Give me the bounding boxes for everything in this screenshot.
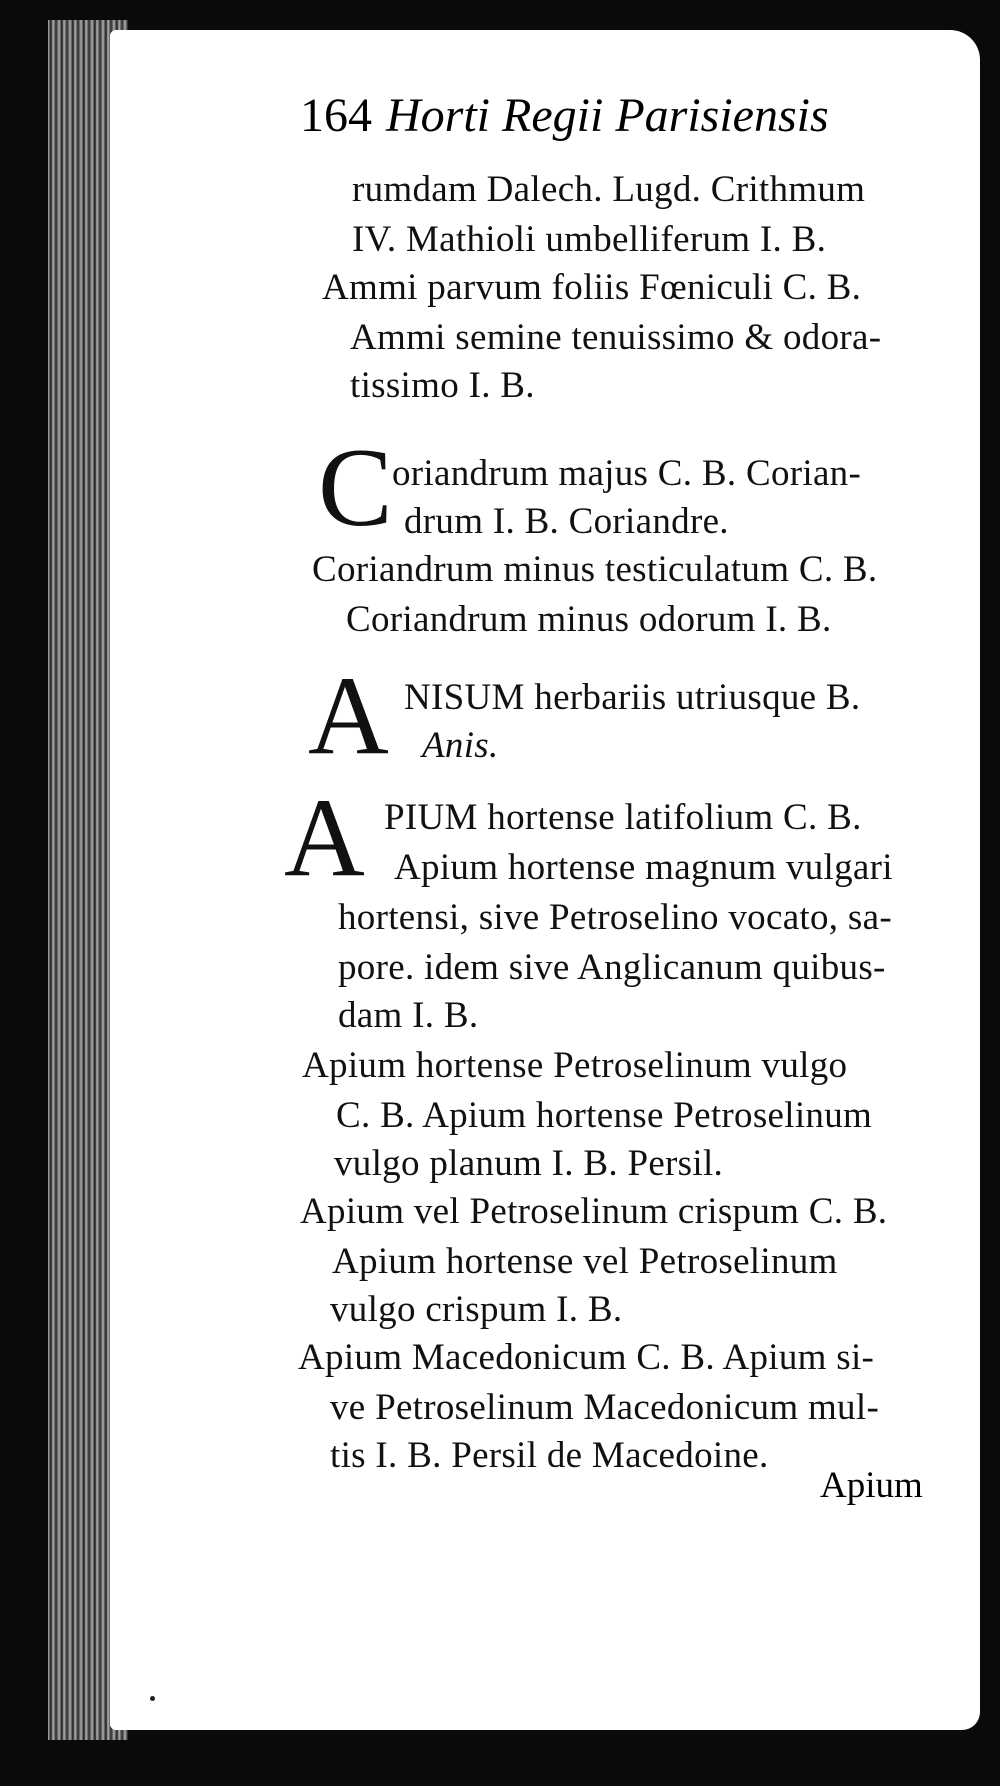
- text-line: vulgo crispum I. B.: [330, 1289, 623, 1330]
- dropcap-a-anisum: A: [308, 654, 389, 778]
- running-title: Horti Regii Parisiensis: [386, 89, 829, 142]
- text-line: Apium hortense magnum vulgari: [394, 847, 893, 888]
- dropcap-a-apium: A: [284, 776, 365, 900]
- ink-speck: [150, 1696, 155, 1701]
- text-line: Ammi semine tenuissimo & odora-: [350, 317, 882, 358]
- text-line: Apium hortense Petroselinum vulgo: [302, 1045, 848, 1086]
- text-line: tissimo I. B.: [350, 365, 535, 406]
- text-line: vulgo planum I. B. Persil.: [334, 1143, 724, 1184]
- text-line: Apium vel Petroselinum crispum C. B.: [300, 1191, 888, 1232]
- text-line: ve Petroselinum Macedonicum mul-: [330, 1387, 880, 1428]
- running-header: [300, 88, 829, 143]
- text-line: oriandrum majus C. B. Corian-: [392, 453, 862, 494]
- text-line: Coriandrum minus odorum I. B.: [346, 599, 832, 640]
- text-line: Coriandrum minus testiculatum C. B.: [312, 549, 878, 590]
- text-line: Apium Macedonicum C. B. Apium si-: [298, 1337, 875, 1378]
- text-line: hortensi, sive Petroselino vocato, sa-: [338, 897, 892, 938]
- text-line: Anis.: [422, 725, 499, 766]
- text-line: NISUM herbariis utriusque B.: [404, 677, 861, 718]
- text-line: drum I. B. Coriandre.: [404, 501, 729, 542]
- text-line: IV. Mathioli umbelliferum I. B.: [352, 219, 827, 260]
- text-line: Ammi parvum foliis Fœniculi C. B.: [322, 267, 862, 308]
- text-line: C. B. Apium hortense Petroselinum: [336, 1095, 873, 1136]
- text-line: rumdam Dalech. Lugd. Crithmum: [352, 169, 866, 210]
- text-line: tis I. B. Persil de Macedoine.: [330, 1435, 769, 1476]
- text-line: pore. idem sive Anglicanum quibus-: [338, 947, 886, 988]
- text-line: PIUM hortense latifolium C. B.: [384, 797, 862, 838]
- dropcap-c: C: [318, 426, 393, 550]
- catchword: Apium: [820, 1465, 923, 1506]
- text-line: Apium hortense vel Petroselinum: [332, 1241, 838, 1282]
- text-line: dam I. B.: [338, 995, 479, 1036]
- page-number: 164: [300, 89, 372, 142]
